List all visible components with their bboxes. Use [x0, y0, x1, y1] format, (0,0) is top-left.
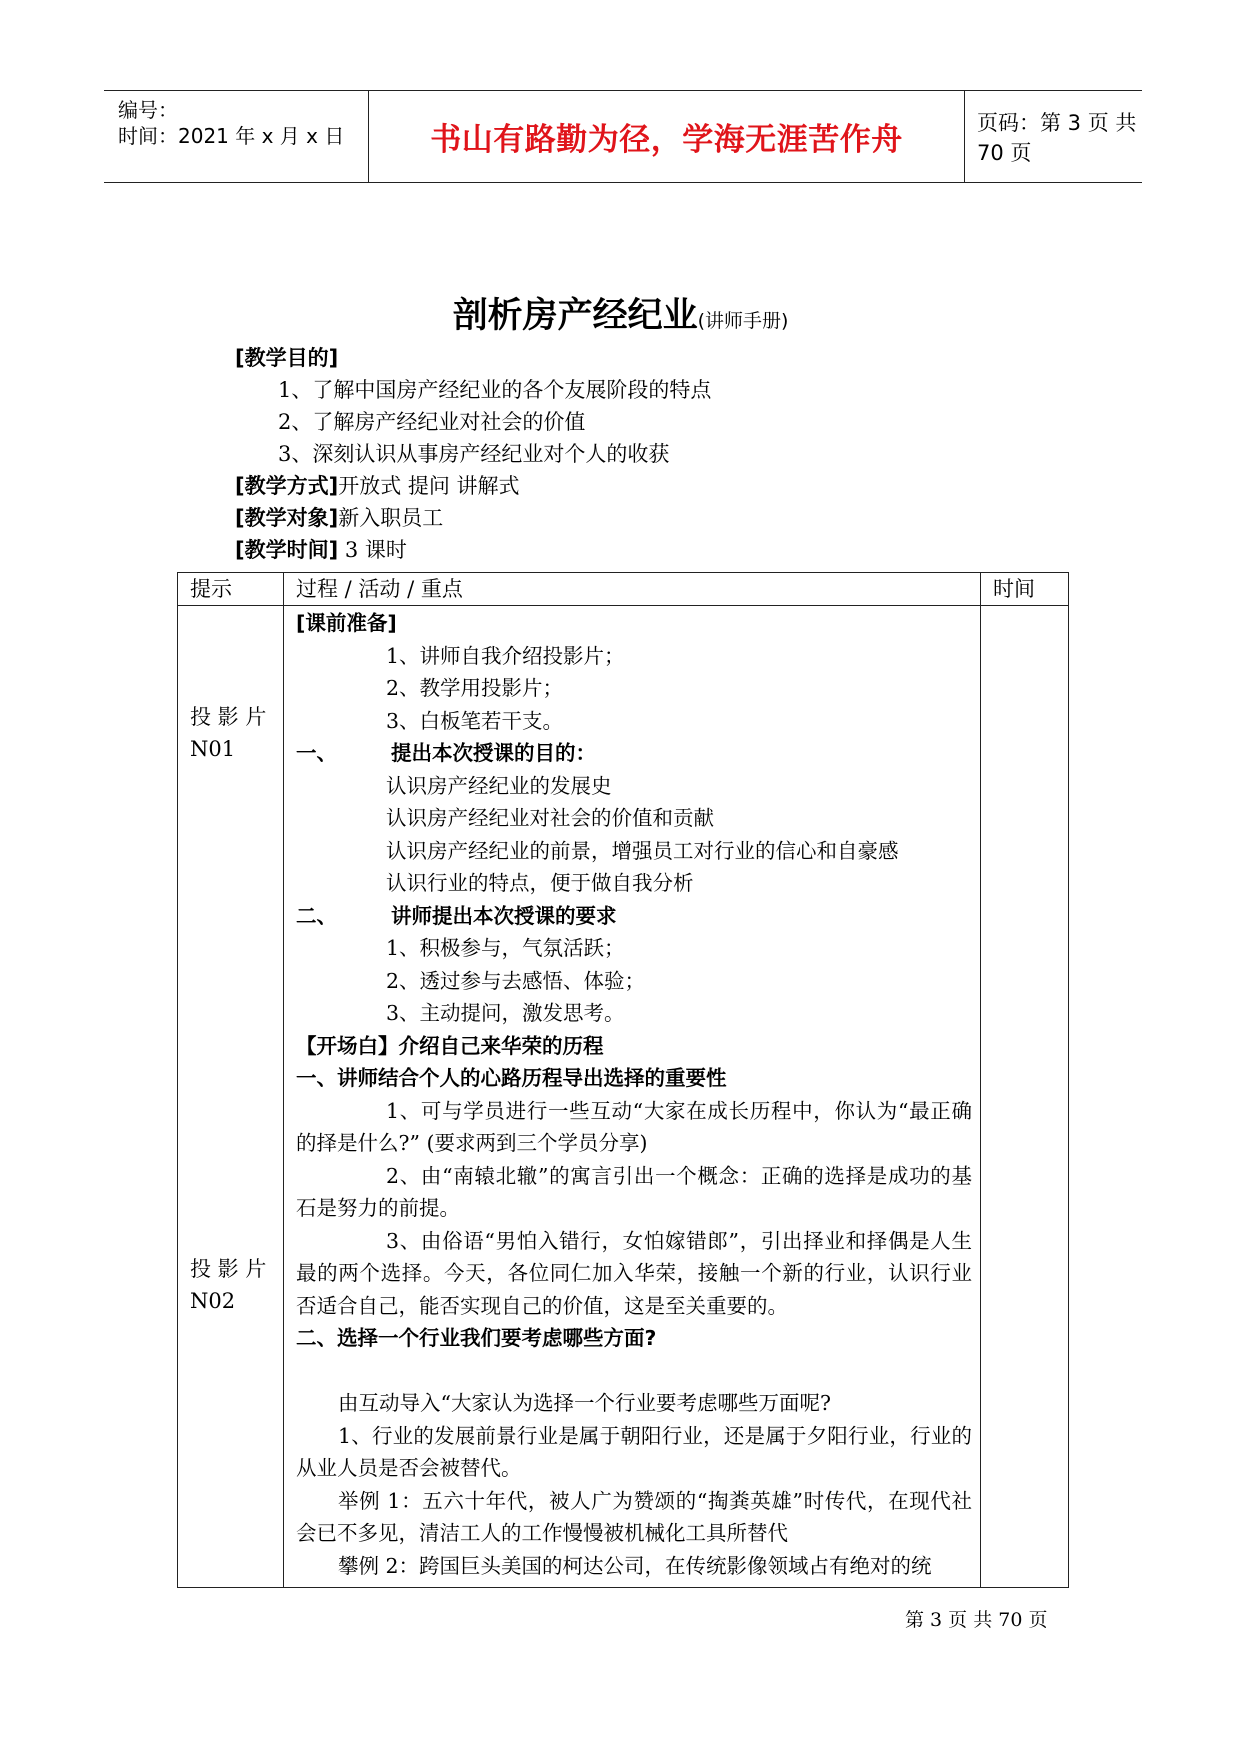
- prep-item: 2、教学用投影片；: [386, 676, 564, 700]
- part-two-paragraph: 举例 1：五六十年代，被人广为赞颂的“掏粪英雄”时传代，在现代社会已不多见，清洁工人的工作慢慢被机械化工具所替代: [296, 1488, 972, 1545]
- section-one-item: 认识房产经纪业对社会的价值和贡献: [386, 806, 714, 830]
- section-two-item: 1、积极参与，气氛活跃；: [386, 936, 625, 960]
- column-header-time: 时间: [993, 577, 1035, 601]
- section-one-item: 认识房产经纪业的发展史: [386, 773, 612, 798]
- title-sub: (讲师手册): [697, 310, 789, 332]
- document-title: [0, 288, 1241, 338]
- objective-item: 2、了解房产经纪业对社会的价值: [278, 410, 586, 434]
- header-divider: [178, 605, 1068, 606]
- part-two-paragraph: 1、行业的发展前景行业是属于朝阳行业，还是属于夕阳行业，行业的从业人员是否会被替代。: [296, 1423, 972, 1480]
- header-meta: [104, 91, 369, 182]
- part-one-paragraph: 3、由俗语“男怕入错行，女怕嫁错郎”，引出择业和择偶是人生最的两个选择。今天，各位同仁加入华荣，接触一个新的行业，认识行业否适合自己，能否实现自己的价值，这是至关重要的。: [296, 1228, 972, 1318]
- objective-item: 3、深刻认识从事房产经纪业对个人的收获: [278, 442, 670, 466]
- time-label: 时间：2021 年 x 月 x 日: [118, 124, 345, 148]
- hint-slide-n02: 投 影 片 N02: [190, 1257, 267, 1313]
- part-two-heading: 二、选择一个行业我们要考虑哪些方面?: [296, 1326, 657, 1350]
- page-info: 页码：第 3 页 共 70 页: [977, 110, 1137, 165]
- section-two-item: 2、透过参与去感悟、体验；: [386, 968, 646, 993]
- page-footer: 第 3 页 共 70 页: [905, 1609, 1048, 1631]
- column-header-hint: 提示: [190, 577, 232, 601]
- part-one-paragraph: 2、由“南辕北辙”的寓言引出一个概念：正确的选择是成功的基石是努力的前提。: [296, 1163, 972, 1220]
- prep-item: 3、白板笔若干支。: [386, 708, 564, 733]
- section-one-item: 认识房产经纪业的前景，增强员工对行业的信心和自豪感: [386, 838, 899, 863]
- section-one-item: 认识行业的特点，便于做自我分析: [386, 871, 694, 895]
- section-one-heading: 一、 提出本次授课的目的：: [296, 741, 596, 765]
- part-two-paragraph: 由互动导入“大家认为选择一个行业要考虑哪些万面呢?: [338, 1391, 831, 1415]
- opening-heading: 【开场白】介绍自己来华荣的历程: [296, 1033, 604, 1058]
- objective-item: 1、了解中国房产经纪业的各个友展阶段的特点: [278, 378, 712, 402]
- hint-slide-n01: 投 影 片 N01: [190, 705, 267, 761]
- part-two-paragraph: 攀例 2：跨国巨头美国的柯达公司，在传统影像领域占有绝对的统: [338, 1553, 932, 1578]
- number-label: 编号：: [118, 98, 178, 122]
- teaching-method: [教学方式]开放式 提问 讲解式: [235, 474, 520, 498]
- blank-line: [296, 1355, 972, 1388]
- column-divider: [980, 573, 981, 1587]
- teaching-audience: [教学对象]新入职员工: [235, 506, 444, 530]
- prep-heading: [课前准备]: [296, 611, 397, 635]
- process-content: [296, 607, 972, 1582]
- column-header-process: 过程 / 活动 / 重点: [296, 577, 463, 601]
- header-motto-cell: [369, 91, 965, 182]
- objectives-heading: [教学目的]: [235, 346, 339, 370]
- part-one-paragraph: 1、可与学员进行一些互动“大家在成长历程中，你认为“最正确的择是什么?” (要求两到三个学员分享): [296, 1098, 972, 1155]
- column-divider: [283, 573, 284, 1587]
- page-header: [104, 90, 1142, 183]
- motto-text: 书山有路勤为径，学海无涯苦作舟: [430, 122, 903, 158]
- part-one-heading: 一、讲师结合个人的心路历程导出选择的重要性: [296, 1066, 727, 1090]
- section-two-item: 3、主动提问，激发思考。: [386, 1001, 625, 1025]
- section-two-heading: 二、 讲师提出本次授课的要求: [296, 903, 617, 928]
- title-main: 剖析房产经纪业: [452, 296, 698, 336]
- teaching-duration: [教学时间] 3 课时: [235, 538, 407, 562]
- lesson-table: [177, 572, 1069, 1588]
- prep-item: 1、讲师自我介绍投影片；: [386, 643, 625, 668]
